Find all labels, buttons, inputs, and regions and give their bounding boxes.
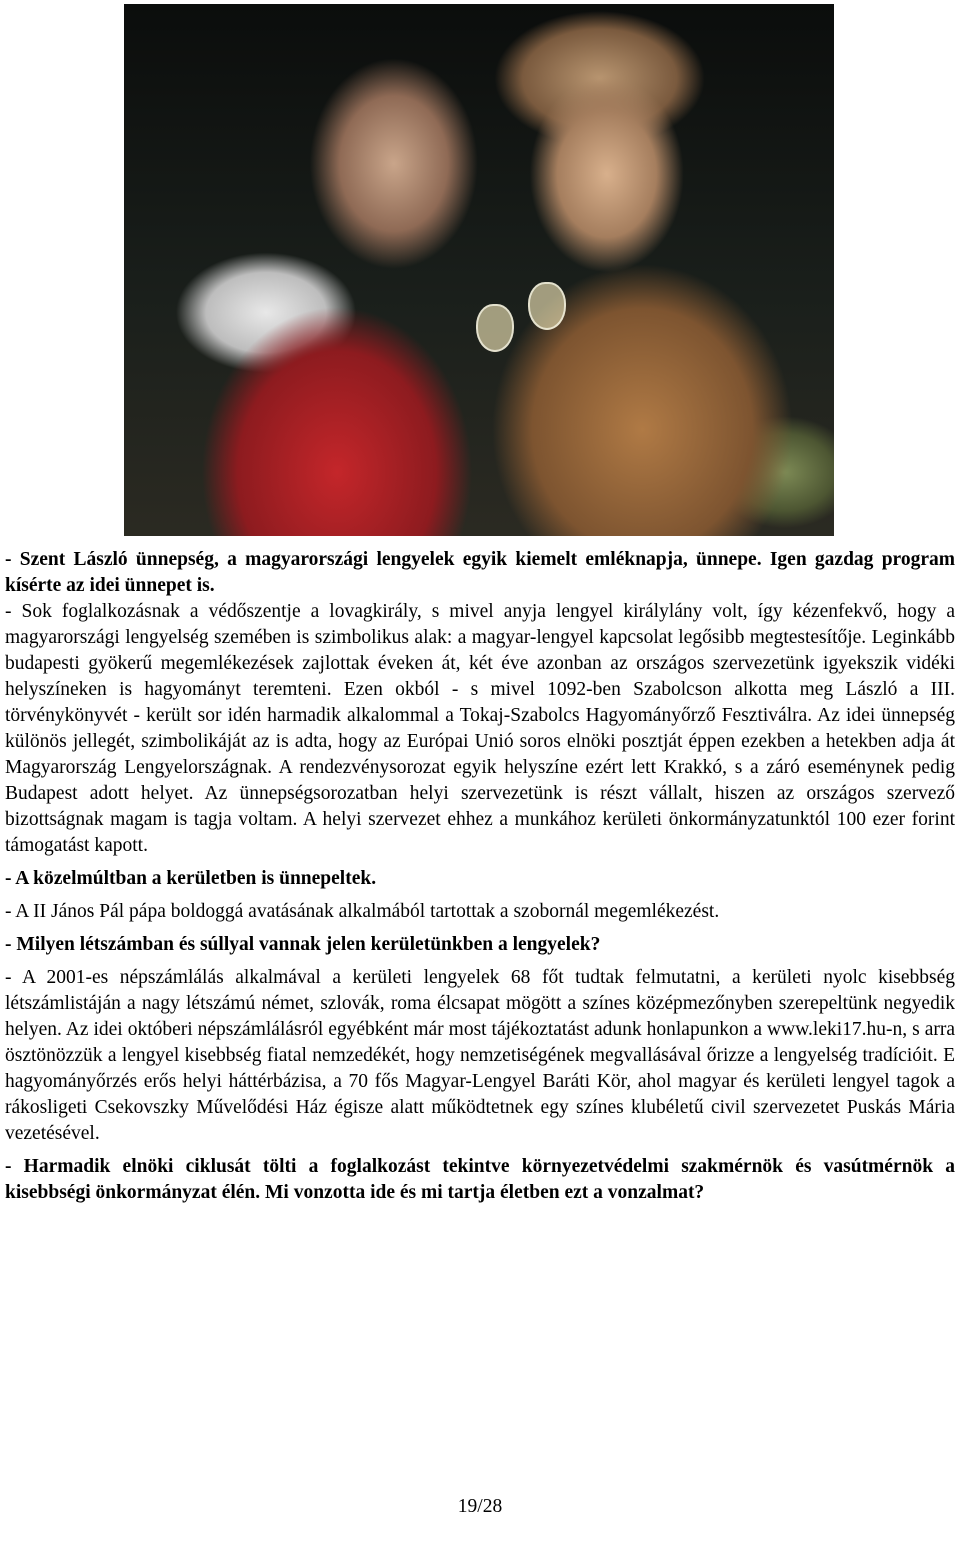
- wine-glass-left: [476, 304, 514, 352]
- answer-letszam: - A 2001-es népszámlálás alkalmával a kerületi lengyelek 68 főt tudtak felmutatni, a kerületi nyolc kisebbség létszámlistáján a nagy létszámú német, szlovák, roma élcsapat mögött a színes középmezőnyben szerepeltünk negyedik helyen. Az idei októberi népszámlálásról egyébként már most tájékoztatást adunk honlapunkon a www.leki17.hu-n, s arra ösztönözzük a lengyel kisebbség fiatal nemzedékét, hogy nemzetiségének megvallásával őrizze a lengyelség tradícióit. E hagyományőrzés erős helyi háttérbázisa, a 70 fős Magyar-Lengyel Baráti Kör, ahol magyar és kerületi lengyel tagok a rákosligeti Csekovszky Művelődési Ház égisze alatt működtetnek egy színes klubéletű civil szervezetet Puskás Mária vezetésével.: [5, 967, 955, 1144]
- photo-two-men-medieval-costumes: [124, 4, 834, 536]
- question-elnoki-ciklus: - Harmadik elnöki ciklusát tölti a foglalkozást tekintve környezetvédelmi szakmérnök és vasútmérnök a kisebbségi önkormányzat élén. Mi vonzotta ide és mi tartja életben ezt a vonzalmat?: [5, 1156, 955, 1203]
- page-number: 19/28: [457, 1496, 503, 1517]
- question-letszam: - Milyen létszámban és súllyal vannak jelen kerületünkben a lengyelek?: [5, 934, 601, 955]
- answer-kozelmultban: - A II János Pál pápa boldoggá avatásának alkalmából tartottak a szobornál megemlékezést.: [5, 901, 720, 922]
- answer-szent-laszlo: - Sok foglalkozásnak a védőszentje a lovagkirály, s mivel anyja lengyel királylány volt, így kézenfekvő, hogy a magyarországi lengyelség szemében is szimbolikus alak: a magyar-lengyel kapcsolat legősibb megtestesítője. Leginkább budapesti gyökerű megemlékezések zajlottak éveken át, két éve azonban az országos szervezetünk igyekszik vidéki helyszíneken is hagyományt teremteni. Ezen okból - s mivel 1092-ben Szabolcson alkotta meg László a III. törvénykönyvét - került sor idén harmadik alkalommal a Tokaj-Szabolcs Hagyományőrző Fesztiválra. Az idei ünnepség különös jellegét, szimbolikáját az is adta, hogy az Európai Unió soros elnöki posztját éppen ezekben a hetekben adja át Magyarország Lengyelországnak. A rendezvénysorozat egyik helyszíne ezért lett Krakkó, s a záró eseménynek pedig Budapest adott helyet. Az ünnepségsorozatban helyi szervezetünk is részt vállalt, hiszen az országos szervező bizottságnak magam is tagja voltam. A helyi szervezet ehhez a munkához kerületi önkormányzatunktól 100 ezer forint támogatást kapott.: [5, 601, 955, 856]
- question-kozelmultban: - A közelmúltban a kerületben is ünnepeltek.: [5, 868, 377, 889]
- wine-glass-right: [528, 282, 566, 330]
- question-szent-laszlo: - Szent László ünnepség, a magyarországi lengyelek egyik kiemelt emléknapja, ünnepe. Igen gazdag program kísérte az idei ünnepet is.: [5, 549, 955, 596]
- article-body: [5, 547, 955, 1206]
